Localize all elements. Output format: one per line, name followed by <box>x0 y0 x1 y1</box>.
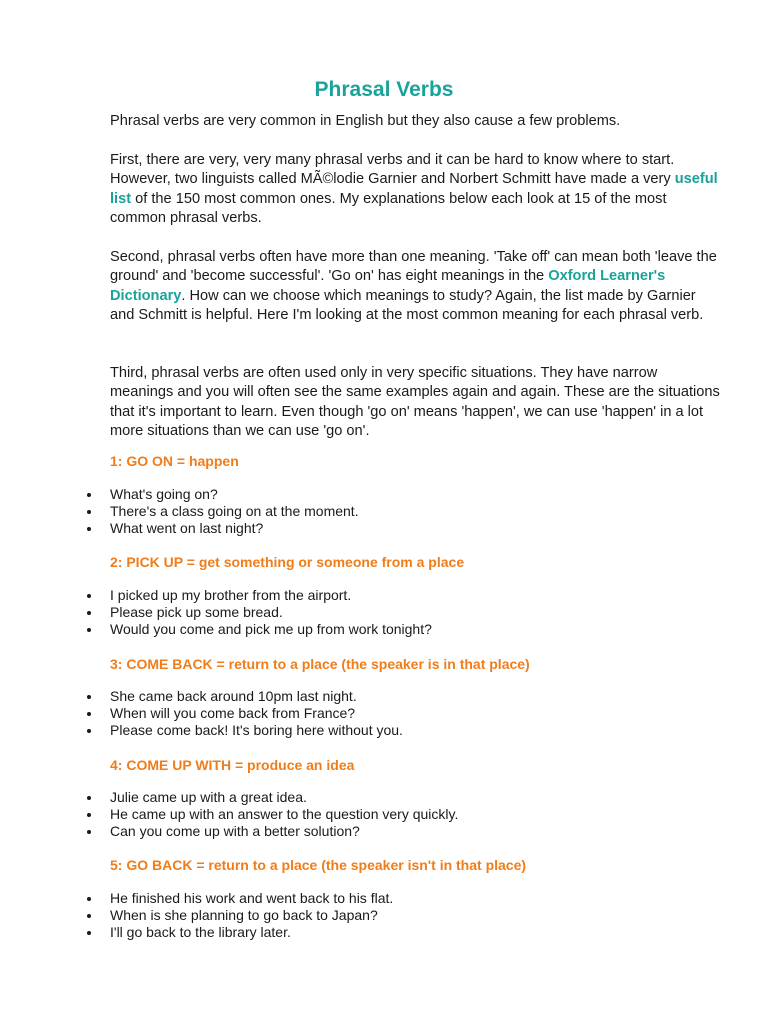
useful-list-link[interactable]: useful list <box>110 171 718 207</box>
paragraph-text: Second, phrasal verbs often have more than one meaning. 'Take off' can mean both 'leave the ground' and 'become successful'. 'Go on' has eight meanings in the <box>110 249 717 285</box>
section-heading: 3: COME BACK = return to a place (the speaker is in that place) <box>110 656 530 672</box>
example-item: Would you come and pick me up from work tonight? <box>0 621 700 638</box>
example-item: He came up with an answer to the question very quickly. <box>0 806 700 823</box>
intro-paragraph: Phrasal verbs are very common in English but they also cause a few problems. <box>110 113 621 129</box>
example-item: She came back around 10pm last night. <box>0 688 700 705</box>
example-list <box>0 688 700 740</box>
section-heading: 2: PICK UP = get something or someone from a place <box>110 554 465 570</box>
paragraph-text: of the 150 most common ones. My explanations below each look at 15 of the most common phrasal verbs. <box>110 190 667 227</box>
paragraph-first <box>110 151 720 229</box>
example-item: What went on last night? <box>0 520 700 537</box>
paragraph-third: Third, phrasal verbs are often used only in very specific situations. They have narrow meanings and you will often see the same examples again and again. These are the situations that it's important to learn. Even though 'go on' means 'happen', we can use 'happen' in a lot more situations than we can use 'go on'. <box>110 365 720 440</box>
example-item: I picked up my brother from the airport. <box>0 587 700 604</box>
section-heading: 4: COME UP WITH = produce an idea <box>110 757 355 773</box>
example-item: When is she planning to go back to Japan? <box>0 907 700 924</box>
oxford-dictionary-link[interactable]: Oxford Learner's Dictionary <box>110 268 666 304</box>
example-item: He finished his work and went back to his flat. <box>0 890 700 907</box>
section-heading: 1: GO ON = happen <box>110 453 239 469</box>
example-list <box>0 587 700 639</box>
example-list <box>0 890 700 942</box>
paragraph-second <box>110 248 720 326</box>
example-item: When will you come back from France? <box>0 705 700 722</box>
example-item: I'll go back to the library later. <box>0 924 700 941</box>
paragraph-text: . How can we choose which meanings to study? Again, the list made by Garnier and Schmitt is helpful. Here I'm looking at the most common meaning for each phrasal verb. <box>110 287 704 324</box>
example-item: Please pick up some bread. <box>0 604 700 621</box>
page-title: Phrasal Verbs <box>314 78 454 101</box>
example-item: Please come back! It's boring here without you. <box>0 722 700 739</box>
paragraph-text: First, there are very, very many phrasal verbs and it can be hard to know where to start. However, two linguists called MÃ©lodie Garnier and Norbert Schmitt have made a very <box>110 152 675 188</box>
example-item: There's a class going on at the moment. <box>0 503 700 520</box>
example-item: Julie came up with a great idea. <box>0 789 700 806</box>
section-heading: 5: GO BACK = return to a place (the speaker isn't in that place) <box>110 857 527 873</box>
example-item: What's going on? <box>0 486 700 503</box>
example-list <box>0 789 700 841</box>
example-item: Can you come up with a better solution? <box>0 823 700 840</box>
example-list <box>0 486 700 538</box>
